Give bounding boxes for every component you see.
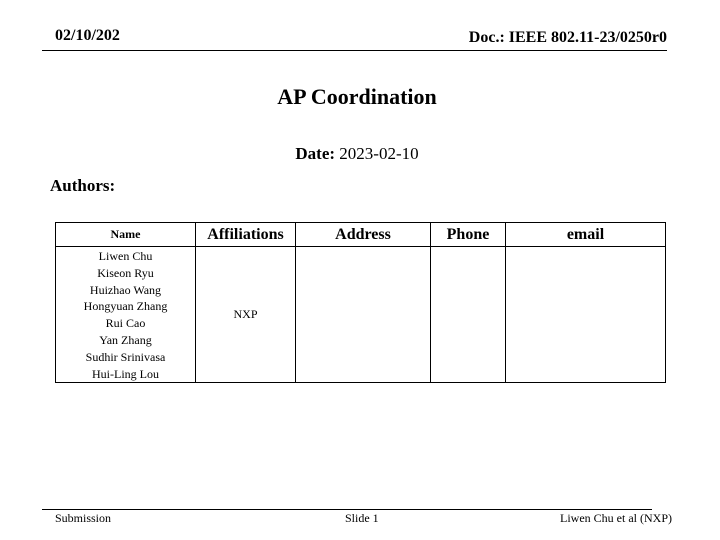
slide-number: Slide 1 [345,511,379,525]
footer-divider [42,509,652,510]
phone-cell [431,247,506,383]
date-line [0,144,714,164]
footer-submission: Submission [55,511,112,525]
table-row [56,247,666,383]
table-header-row [56,223,666,247]
header-divider [42,50,667,51]
author-name: Kiseon Ryu [97,265,154,280]
author-name: Huizhao Wang [89,282,162,297]
date-label: Date: [295,144,336,163]
header-email: email [506,223,666,247]
header-phone: Phone [431,223,506,247]
author-name: Liwen Chu [98,249,153,263]
slide-title: AP Coordination [277,84,437,109]
author-name: Yan Zhang [99,332,152,347]
authors-label: Authors: [50,176,116,195]
header-address: Address [296,223,431,247]
author-name: Hongyuan Zhang [83,299,168,314]
author-name: Sudhir Srinivasa [85,349,166,364]
affiliation-cell: NXP [196,247,296,383]
document-id: Doc.: IEEE 802.11-23/0250r0 [468,29,667,46]
footer-author: Liwen Chu et al (NXP) [560,511,672,525]
authors-table [55,222,666,383]
author-names-cell [56,247,196,383]
header-affiliations: Affiliations [196,223,296,247]
date-value: 2023-02-10 [339,144,419,163]
email-cell [506,247,666,383]
author-name: Rui Cao [105,316,146,331]
address-cell [296,247,431,383]
header-date: 02/10/202 [55,27,120,44]
author-name: Hui-Ling Lou [92,366,159,381]
header-name: Name [56,223,196,247]
